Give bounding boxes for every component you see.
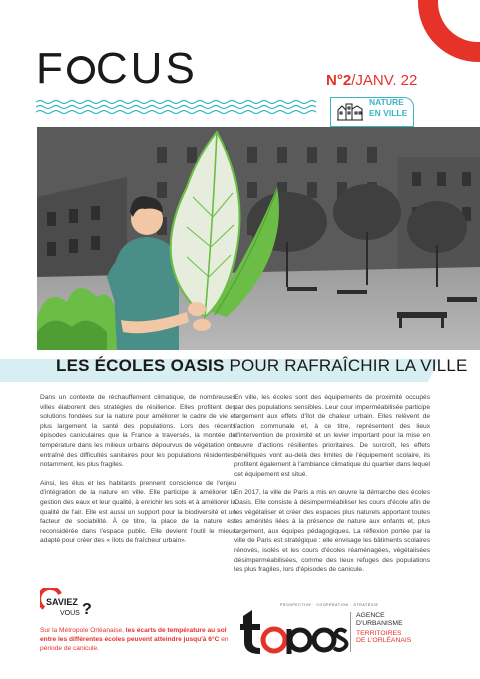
hero-image [37, 127, 480, 350]
headline-bold: LES ÉCOLES OASIS [56, 356, 225, 375]
issue-separator: / [351, 72, 356, 89]
logo-letter-u: U [130, 44, 166, 93]
fact-intro: Sur la Métropole Orléanaise, [40, 627, 124, 634]
agency-line: AGENCE [356, 612, 385, 619]
logo-letter-f: F [36, 44, 66, 93]
footer-divider [350, 612, 351, 652]
issue-date: JANV. 22 [355, 72, 418, 89]
agency-line: DE L'ORLÉANAIS [356, 637, 412, 645]
paragraph: Dans un contexte de réchauffement climatique, de nombreuses villes élaborent des stratégies de résilience. Elles profitent des solutions fondées sur la nature pour améliorer le cadre de vie et plus largement la santé des populations. Lors des récents épisodes caniculaires que la France a traversés, la montée de température dans les milieux urbains dépourvus de végétation ont entraîné des difficultés sanitaires pour les populations résidentes, notamment, les plus fragiles. [40, 394, 236, 469]
fact-bold: les écarts de température au sol entre les différentes écoles peuvent atteindre jusqu'à 6°C [40, 627, 227, 643]
wave-pattern [36, 98, 318, 114]
paragraph: En 2017, la ville de Paris a mis en œuvre la démarche des écoles Oasis. Elle consiste à désimperméabiliser les cours d'école afin de les végétaliser et créer des espaces plus naturels apportant toutes les aménités liées à la présence de nature aux enfants et, plus largement, aux équipes pédagogiques. La réflexion portée par la ville de Paris est stratégique : elle envisage les bâtiments scolaires rénovés, isolés et les cours d'écoles réaménagées, végétalisées désimperméabilisées, comme des lieux refuges des populations les plus fragiles, lors d'épisodes de canicule. [234, 489, 430, 574]
paragraph: Ainsi, les élus et les habitants prennent conscience de l'enjeu d'intégration de la nature en ville. Elle participe à améliorer la gestion des eaux et leur qualité, à enrichir les sols et à améliorer la qualité de l'air. Elle est aussi un support pour la biodiversité et un facteur de sociabilité. À ce titre, la place de la nature est reconsidérée dans l'espace public. Elle devient l'outil le mieux adapté pour créer des « îlots de fraîcheur urbain». [40, 479, 236, 545]
headline [56, 356, 468, 376]
logo-letter-c: C [95, 44, 131, 93]
body-column-left [40, 393, 236, 555]
body-column-right [234, 393, 430, 584]
saviez-vous-fact [40, 626, 230, 653]
theme-line-1: NATURE [369, 97, 404, 107]
question-mark-icon: ? [82, 601, 92, 618]
fact-end: en période de canicule. [40, 636, 229, 652]
theme-text [369, 97, 407, 119]
issue-number: N°2 [326, 72, 352, 89]
paragraph: En ville, les écoles sont des équipements de proximité occupés par des populations sensibles. Leur cour imperméabilisée participe largement aux effets d'îlot de chaleur urbain. Elles relèvent de l'action communale et, à ce titre, représentent des lieux d'intervention de proximité et un levier important pour la mise en œuvre d'actions résilientes prioritaires. De surcroît, les effets bénéfiques vont au-delà des limites de l'équipement scolaire, ils profitent également à l'ambiance climatique du quartier dans lequel cet équipement est situé. [234, 394, 430, 478]
saviez-vous-badge [40, 588, 100, 622]
agency-name [356, 612, 411, 645]
city-buildings-icon [336, 101, 364, 121]
headline-rest: POUR RAFRAÎCHIR LA VILLE [224, 356, 468, 375]
topos-tagline: PROSPECTIVE · COOPÉRATION · STRATÉGIE [280, 603, 379, 607]
focus-logo [36, 44, 198, 94]
theme-line-2: EN VILLE [369, 108, 408, 118]
corner-arc-decoration [418, 0, 480, 62]
logo-letter-s: S [165, 44, 198, 93]
issue-label [326, 72, 417, 89]
saviez-line-1: SAVIEZ [46, 597, 78, 607]
agency-line: TERRITOIRES [356, 629, 402, 637]
saviez-line-2: VOUS [60, 610, 80, 617]
logo-o-circle-icon [67, 56, 95, 84]
agency-line: D'URBANISME [356, 619, 403, 627]
